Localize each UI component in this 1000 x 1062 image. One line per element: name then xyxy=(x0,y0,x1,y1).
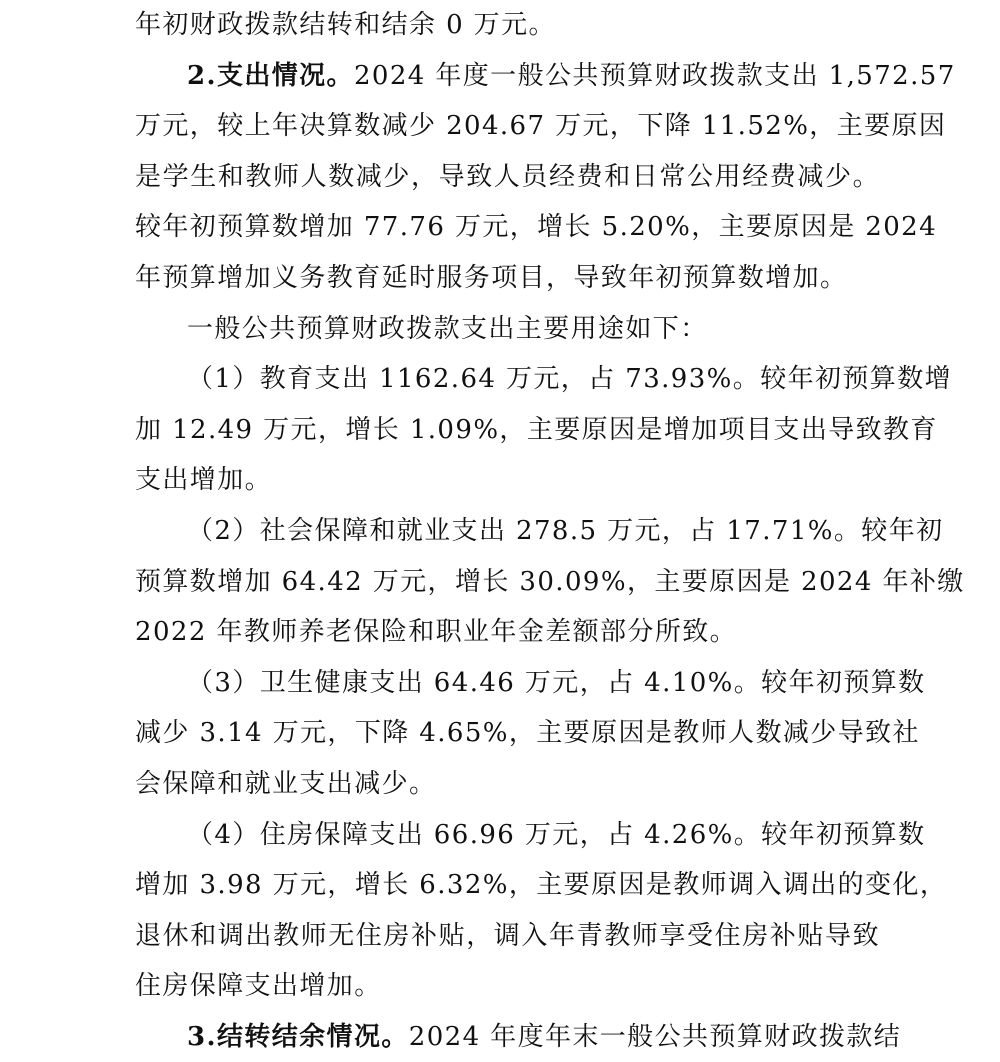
line-text: 万元，较上年决算数减少 204.67 万元，下降 11.52%，主要原因 xyxy=(135,111,947,142)
line-text: 会保障和就业支出减少。 xyxy=(135,768,437,799)
text-line-12 xyxy=(135,557,965,608)
line-text: 年预算增加义务教育延时服务项目，导致年初预算数增加。 xyxy=(135,262,848,293)
text-line-13 xyxy=(135,607,880,658)
line-text: 是学生和教师人数减少，导致人员经费和日常公用经费减少。 xyxy=(135,161,880,192)
usage-intro-line xyxy=(135,304,880,355)
line-text: 住房保障支出增加。 xyxy=(135,971,382,1002)
text-line-1 xyxy=(135,0,880,51)
line-text: 加 12.49 万元，增长 1.09%，主要原因是增加项目支出导致教育 xyxy=(135,414,938,445)
line-text: 年初财政拨款结转和结余 0 万元。 xyxy=(135,10,556,40)
item-1-line xyxy=(135,354,952,405)
text-line-6 xyxy=(135,253,880,304)
line-text: （2）社会保障和就业支出 278.5 万元，占 17.71%。较年初 xyxy=(187,515,944,546)
text-line-5 xyxy=(135,202,938,253)
line-text: 2024 年度一般公共预算财政拨款支出 1,572.57 xyxy=(353,60,956,91)
line-text: 2022 年教师养老保险和职业年金差额部分所致。 xyxy=(135,617,738,648)
line-text: 退休和调出教师无住房补贴，调入年青教师享受住房补贴导致 xyxy=(135,920,880,951)
line-text: （3）卫生健康支出 64.46 万元，占 4.10%。较年初预算数 xyxy=(187,667,926,698)
line-text: 一般公共预算财政拨款支出主要用途如下： xyxy=(187,313,708,344)
line-text: 支出增加。 xyxy=(135,465,273,496)
line-text: 2024 年度年末一般公共预算财政拨款结 xyxy=(408,1021,902,1052)
item-2-line xyxy=(135,506,944,557)
section-heading: 2.支出情况。 xyxy=(187,60,354,91)
text-line-15 xyxy=(135,708,920,759)
line-text: 较年初预算数增加 77.76 万元，增长 5.20%，主要原因是 2024 xyxy=(135,212,938,243)
text-line-3 xyxy=(135,101,947,152)
text-line-18 xyxy=(135,860,948,911)
line-text: 增加 3.98 万元，增长 6.32%，主要原因是教师调入调出的变化， xyxy=(135,870,948,901)
text-line-9 xyxy=(135,405,938,456)
text-line-19 xyxy=(135,911,880,962)
line-text: 预算数增加 64.42 万元，增长 30.09%，主要原因是 2024 年补缴 xyxy=(135,566,965,597)
text-line-10 xyxy=(135,455,880,506)
section-heading: 3.结转结余情况。 xyxy=(187,1021,409,1052)
item-3-line xyxy=(135,658,926,709)
text-line-20 xyxy=(135,961,880,1012)
section-2-heading-line xyxy=(135,51,956,102)
line-text: （1）教育支出 1162.64 万元，占 73.93%。较年初预算数增 xyxy=(187,364,952,395)
item-4-line xyxy=(135,810,926,861)
line-text: 减少 3.14 万元，下降 4.65%，主要原因是教师人数减少导致社 xyxy=(135,718,920,749)
text-line-16 xyxy=(135,759,880,810)
section-3-heading-line xyxy=(135,1012,902,1062)
document-page xyxy=(135,0,965,1062)
text-line-4 xyxy=(135,152,880,203)
line-text: （4）住房保障支出 66.96 万元，占 4.26%。较年初预算数 xyxy=(187,819,926,850)
